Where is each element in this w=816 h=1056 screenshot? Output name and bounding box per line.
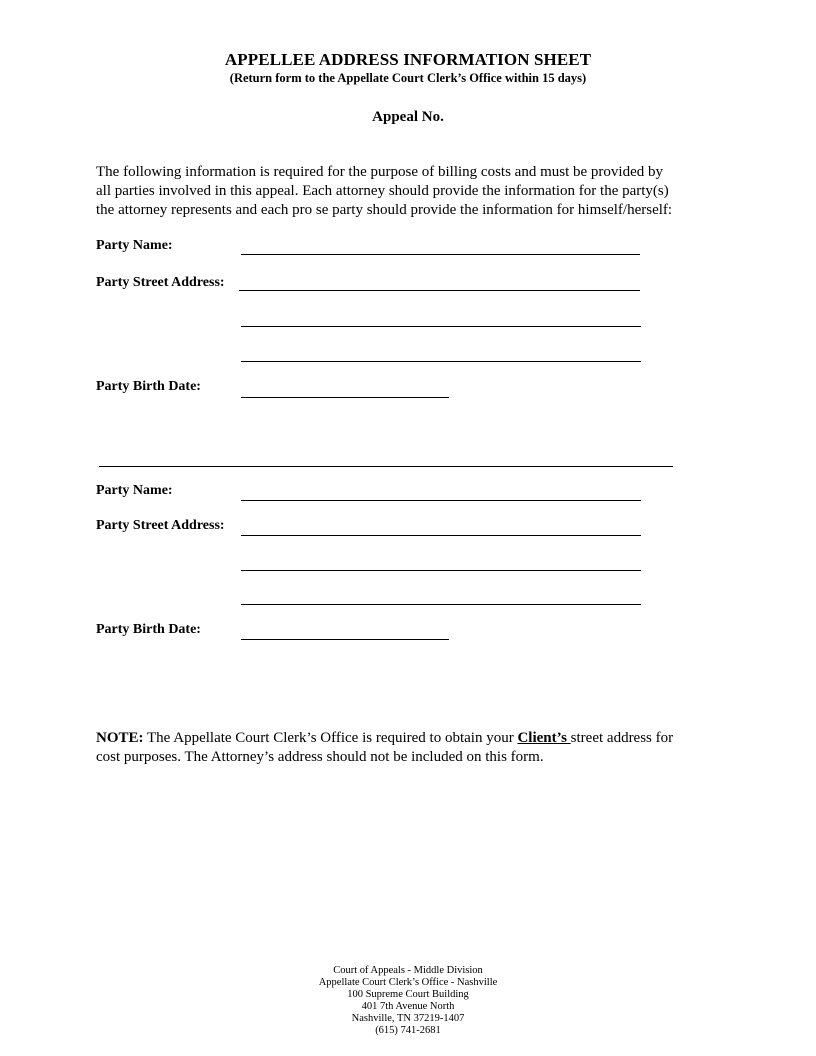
form-subtitle: (Return form to the Appellate Court Clerk’s Office within 15 days) [229, 71, 587, 85]
party2-address-label: Party Street Address: [96, 518, 225, 533]
party1-address-field-2[interactable] [241, 326, 641, 327]
note-text-end: street address for [570, 730, 674, 746]
intro-line: The following information is required for the purpose of billing costs and must be provided by [96, 164, 663, 180]
client-emphasis: Client’s [517, 730, 571, 746]
intro-paragraph [96, 163, 726, 220]
party1-birth-date-label: Party Birth Date: [96, 379, 201, 394]
footer-line: 100 Supreme Court Building [347, 989, 469, 1000]
party2-birth-date-field[interactable] [241, 639, 449, 640]
intro-line: all parties involved in this appeal. Each attorney should provide the information for the party(s) [96, 183, 669, 199]
footer-line: Court of Appeals - Middle Division [333, 965, 483, 976]
note-paragraph [96, 729, 736, 767]
party2-name-label: Party Name: [96, 483, 173, 498]
section-divider [99, 466, 673, 467]
party2-birth-date-label: Party Birth Date: [96, 622, 201, 637]
party2-address-field-2[interactable] [241, 570, 641, 571]
party1-address-field-3[interactable] [241, 361, 641, 362]
party1-name-field[interactable] [241, 254, 640, 255]
note-text: The Appellate Court Clerk’s Office is required to obtain your [143, 730, 518, 746]
party1-name-label: Party Name: [96, 238, 173, 253]
note-line-2: cost purposes. The Attorney’s address should not be included on this form. [96, 749, 544, 765]
note-label: NOTE: [96, 730, 144, 746]
party2-address-field-1[interactable] [241, 535, 641, 536]
appeal-number-label: Appeal No. [372, 109, 444, 125]
party1-address-label: Party Street Address: [96, 275, 225, 290]
intro-line: the attorney represents and each pro se party should provide the information for himself/herself: [96, 202, 673, 218]
party2-name-field[interactable] [241, 500, 641, 501]
form-title: APPELLEE ADDRESS INFORMATION SHEET [224, 50, 592, 69]
note-line-1 [96, 729, 736, 748]
footer-line: (615) 741-2681 [375, 1025, 441, 1036]
party2-address-field-3[interactable] [241, 604, 641, 605]
footer-line: Appellate Court Clerk’s Office - Nashville [318, 977, 498, 988]
footer-address [0, 965, 816, 1037]
footer-line: 401 7th Avenue North [361, 1001, 455, 1012]
party1-address-field-1[interactable] [239, 290, 640, 291]
footer-line: Nashville, TN 37219-1407 [351, 1013, 465, 1024]
party1-birth-date-field[interactable] [241, 397, 449, 398]
